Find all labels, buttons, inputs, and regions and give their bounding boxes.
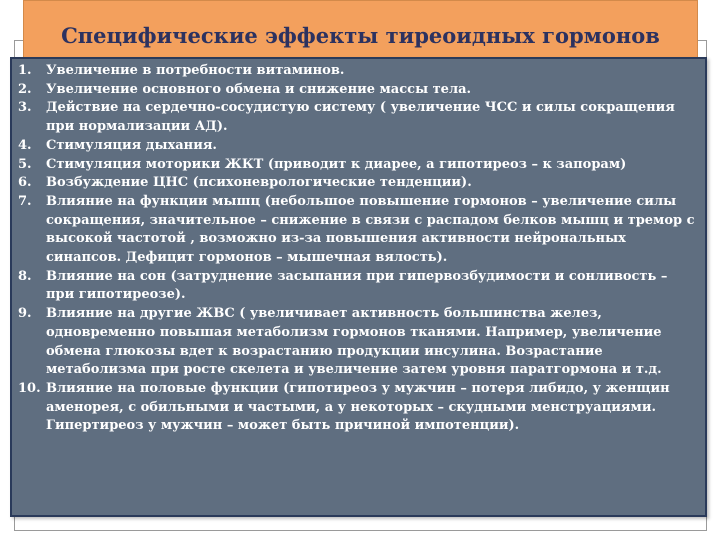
item-number: 4.: [18, 137, 32, 153]
content-panel: [10, 57, 707, 517]
item-text: Влияние на функции мышц (небольшое повышение гормонов – увеличение силы сокращения, значительное – снижение в связи с распадом белков мышц и тремор с высокой частотой , возможно из-за повышения активности нейрональных синапсов. Дефицит гормонов – мышечная вялость).: [46, 193, 695, 266]
title-bar: [23, 0, 698, 58]
item-text: Стимуляция моторики ЖКТ (приводит к диарее, а гипотиреоз – к запорам): [46, 156, 627, 172]
item-number: 7.: [18, 193, 32, 209]
list-item: [16, 174, 700, 193]
item-number: 9.: [18, 306, 32, 322]
item-number: 6.: [18, 175, 32, 191]
item-text: Увеличение основного обмена и снижение массы тела.: [46, 81, 472, 97]
list-item: [16, 99, 700, 136]
list-item: [16, 193, 700, 268]
list-item: [16, 62, 700, 81]
list-item: [16, 305, 700, 380]
item-number: 5.: [18, 156, 32, 172]
item-text: Увеличение в потребности витаминов.: [46, 63, 345, 78]
list-item: [16, 156, 700, 175]
item-text: Возбуждение ЦНС (психоневрологические тенденции).: [46, 175, 472, 191]
item-number: 3.: [18, 100, 32, 116]
item-text: Влияние на сон (затруднение засыпания при гипервозбудимости и сонливость – при гипотиреозе).: [46, 268, 668, 303]
list-item: [16, 268, 700, 305]
slide-title: Специфические эффекты тиреоидных гормонов: [61, 22, 660, 48]
item-text: Влияние на половые функции (гипотиреоз у мужчин – потеря либидо, у женщин аменорея, с обильными и частыми, а у некоторых – скудными менструациями. Гипертиреоз у мужчин – может быть причиной импотенции).: [46, 380, 670, 434]
item-number: 2.: [18, 81, 32, 97]
bullet-list: [16, 62, 700, 436]
item-number: 1.: [18, 63, 32, 78]
item-text: Стимуляция дыхания.: [46, 137, 217, 153]
item-text: Влияние на другие ЖВС ( увеличивает активность большинства желез, одновременно повышая метаболизм гормонов тканями. Например, увеличение обмена глюкозы вдет к возрастанию продукции инсулина. Возрастание метаболизма при росте скелета и увеличение затем уровня паратгормона и т.д.: [46, 306, 662, 378]
item-number: 8.: [18, 268, 32, 284]
item-text: Действие на сердечно-сосудистую систему ( увеличение ЧСС и силы сокращения при нормализации АД).: [46, 100, 675, 135]
list-item: [16, 137, 700, 156]
list-item: [16, 81, 700, 100]
item-number: 10.: [18, 380, 41, 396]
list-item: [16, 380, 700, 436]
